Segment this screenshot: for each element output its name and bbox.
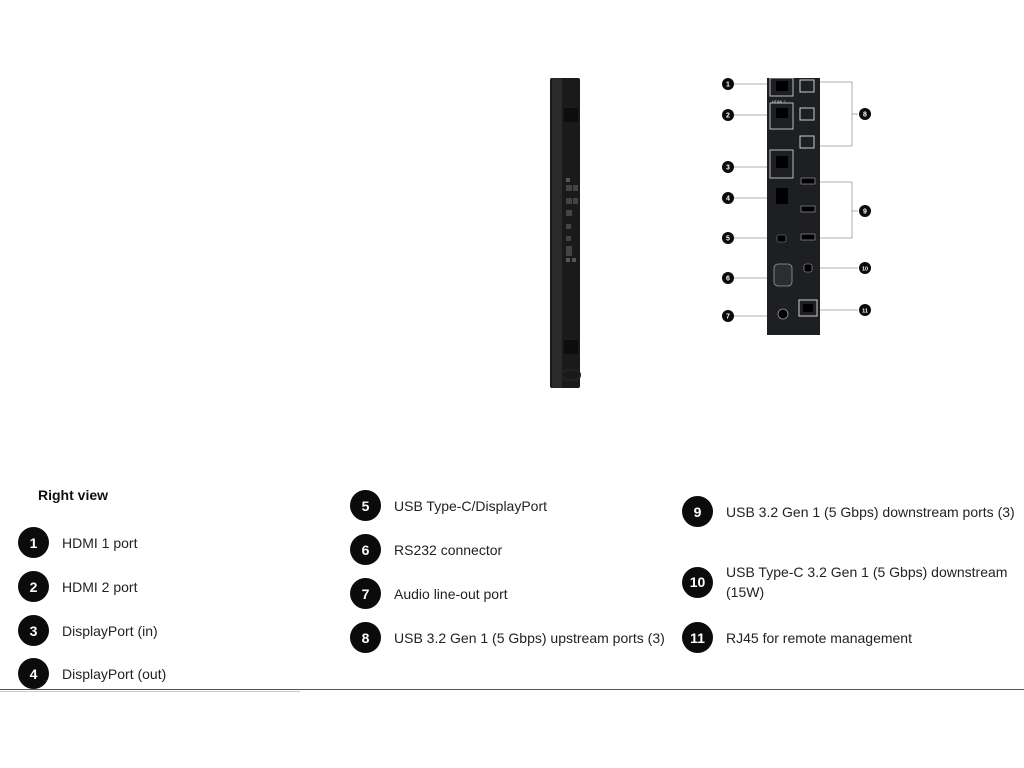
callout-6 bbox=[722, 272, 734, 284]
legend-label: Audio line-out port bbox=[394, 585, 508, 602]
legend-item-6 bbox=[350, 534, 502, 565]
svg-text:5: 5 bbox=[726, 235, 730, 243]
svg-text:8: 8 bbox=[863, 111, 867, 119]
legend-label: USB Type-C/DisplayPort bbox=[394, 497, 548, 514]
legend-label: USB 3.2 Gen 1 (5 Gbps) upstream ports (3) bbox=[394, 629, 665, 646]
legend-badge: 4 bbox=[18, 658, 49, 689]
svg-text:9: 9 bbox=[863, 208, 867, 216]
callout-9 bbox=[859, 205, 871, 217]
port-panel-image bbox=[720, 78, 880, 338]
legend-label: DisplayPort (in) bbox=[62, 622, 158, 639]
legend-badge: 10 bbox=[682, 567, 713, 598]
legend-item-7 bbox=[350, 578, 508, 609]
legend-badge: 5 bbox=[350, 490, 381, 521]
svg-text:11: 11 bbox=[862, 308, 868, 315]
legend-label: USB 3.2 Gen 1 (5 Gbps) downstream ports (3) bbox=[726, 503, 1015, 520]
callout-3 bbox=[722, 161, 734, 173]
legend-badge: 8 bbox=[350, 622, 381, 653]
legend-label: HDMI 2 port bbox=[62, 578, 138, 595]
callout-10 bbox=[859, 262, 871, 274]
legend-item-8 bbox=[350, 622, 665, 653]
svg-text:3: 3 bbox=[726, 164, 730, 172]
svg-text:6: 6 bbox=[726, 275, 730, 283]
callout-2 bbox=[722, 109, 734, 121]
legend-badge: 2 bbox=[18, 571, 49, 602]
callout-1 bbox=[722, 78, 734, 90]
legend-badge: 3 bbox=[18, 615, 49, 646]
bottom-divider bbox=[0, 689, 1024, 690]
svg-text:7: 7 bbox=[726, 313, 730, 321]
legend-item-3 bbox=[18, 615, 158, 646]
legend-item-5 bbox=[350, 490, 547, 521]
legend-label: RS232 connector bbox=[394, 541, 503, 558]
legend-label: HDMI 1 port bbox=[62, 534, 138, 551]
svg-text:HDMI 2: HDMI 2 bbox=[772, 99, 786, 104]
callout-7 bbox=[722, 310, 734, 322]
legend-badge: 6 bbox=[350, 534, 381, 565]
section-title: Right view bbox=[38, 487, 109, 503]
bottom-divider-light bbox=[0, 691, 300, 692]
legend-item-10 bbox=[682, 562, 1016, 602]
legend-badge: 11 bbox=[682, 622, 713, 653]
svg-text:10: 10 bbox=[861, 266, 869, 273]
callout-4 bbox=[722, 192, 734, 204]
legend-item-11 bbox=[682, 622, 1016, 653]
svg-text:2: 2 bbox=[726, 112, 730, 120]
legend-badge: 9 bbox=[682, 496, 713, 527]
legend-label: USB Type-C 3.2 Gen 1 (5 Gbps) downstream (15W) bbox=[726, 564, 1008, 600]
legend-item-4 bbox=[18, 658, 166, 689]
svg-text:1: 1 bbox=[726, 81, 730, 89]
svg-text:4: 4 bbox=[726, 195, 730, 203]
callout-5 bbox=[722, 232, 734, 244]
legend-label: DisplayPort (out) bbox=[62, 665, 167, 682]
monitor-side-profile-image bbox=[548, 78, 582, 390]
legend-item-1 bbox=[18, 527, 137, 558]
legend-item-2 bbox=[18, 571, 137, 602]
legend-item-9 bbox=[682, 496, 1016, 527]
callout-8 bbox=[859, 108, 871, 120]
legend-badge: 1 bbox=[18, 527, 49, 558]
callout-11 bbox=[859, 304, 871, 316]
legend-label: RJ45 for remote management bbox=[726, 629, 912, 646]
legend-badge: 7 bbox=[350, 578, 381, 609]
